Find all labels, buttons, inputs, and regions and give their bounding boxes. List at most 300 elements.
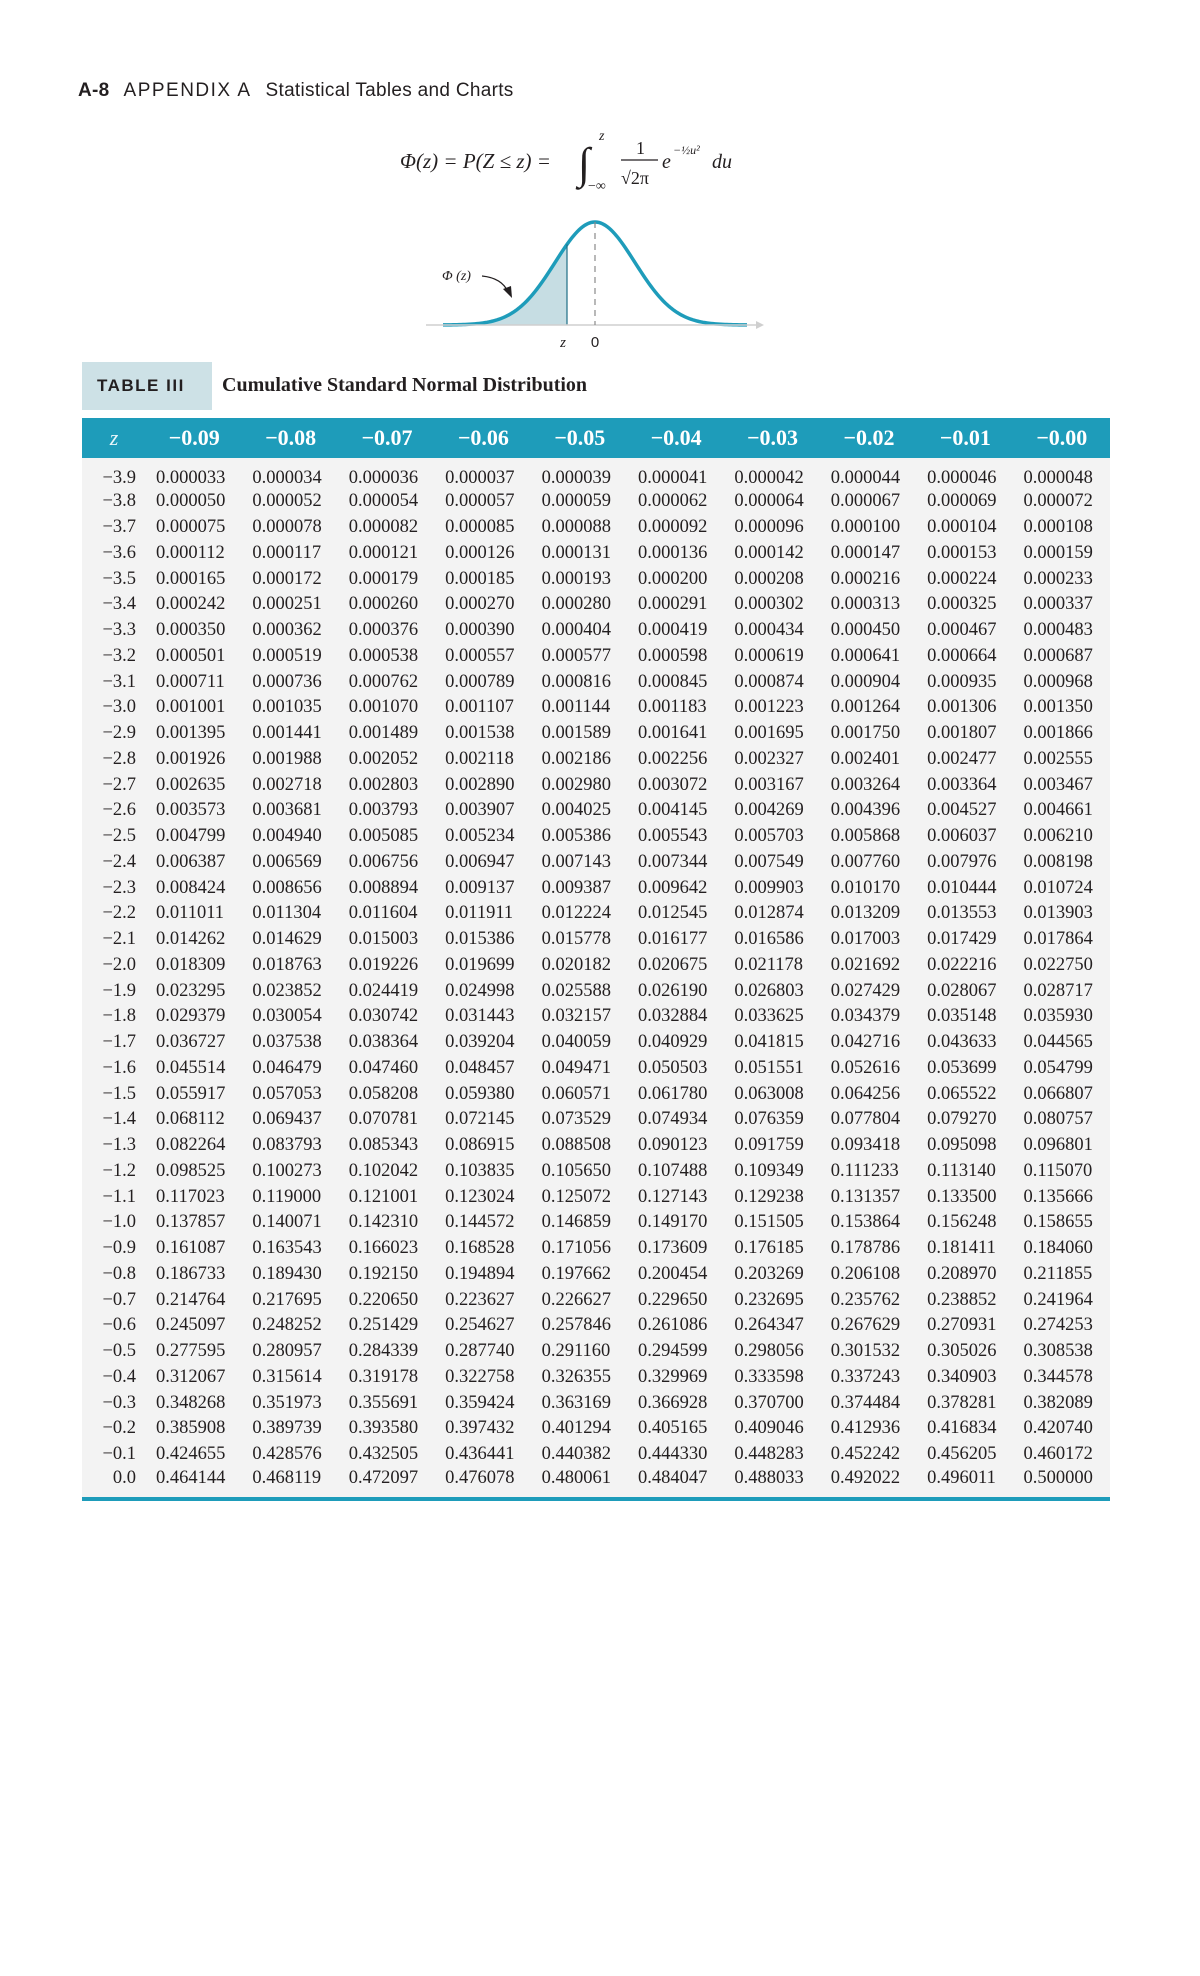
probability-cell: 0.006756	[348, 851, 419, 872]
probability-cell: 0.001306	[927, 697, 997, 718]
probability-cell: 0.000075	[156, 517, 226, 538]
probability-cell: 0.333598	[734, 1366, 804, 1387]
z-value: −2.7	[102, 774, 136, 795]
table-row	[82, 1107, 1110, 1133]
probability-cell: 0.001807	[927, 723, 997, 744]
probability-cell: 0.006387	[156, 851, 226, 872]
probability-cell: 0.254627	[445, 1315, 515, 1336]
probability-cell: 0.000483	[1023, 620, 1093, 641]
probability-cell: 0.065522	[927, 1083, 997, 1104]
probability-cell: 0.315614	[252, 1366, 322, 1387]
probability-cell: 0.409046	[734, 1418, 804, 1439]
probability-cell: 0.017003	[830, 929, 901, 950]
probability-cell: 0.102042	[348, 1160, 419, 1181]
probability-cell: 0.393580	[348, 1418, 419, 1439]
probability-cell: 0.436441	[445, 1444, 515, 1465]
z-value: −1.5	[102, 1083, 136, 1104]
probability-cell: 0.080757	[1023, 1109, 1093, 1130]
probability-cell: 0.308538	[1023, 1341, 1093, 1362]
table-row	[82, 953, 1110, 979]
probability-cell: 0.001441	[252, 723, 322, 744]
probability-cell: 0.011011	[156, 903, 225, 924]
probability-cell: 0.009903	[734, 877, 804, 898]
probability-cell: 0.048457	[445, 1057, 515, 1078]
probability-cell: 0.355691	[348, 1392, 419, 1413]
probability-cell: 0.200454	[637, 1263, 708, 1284]
exp-base: e	[662, 151, 671, 173]
table-header-row	[82, 418, 1110, 458]
probability-cell: 0.003264	[830, 774, 901, 795]
probability-cell: 0.337243	[830, 1366, 901, 1387]
probability-cell: 0.006569	[252, 851, 322, 872]
probability-cell: 0.127143	[637, 1186, 708, 1207]
probability-cell: 0.001750	[830, 723, 901, 744]
probability-cell: 0.000291	[637, 594, 708, 615]
probability-cell: 0.003167	[734, 774, 804, 795]
z-value: −0.1	[102, 1444, 136, 1465]
probability-cell: 0.002718	[252, 774, 322, 795]
probability-cell: 0.428576	[252, 1444, 322, 1465]
integral-lower-limit: −∞	[588, 179, 606, 194]
probability-cell: 0.000325	[927, 594, 997, 615]
probability-cell: 0.001866	[1023, 723, 1093, 744]
table-row	[82, 1210, 1110, 1236]
probability-cell: 0.000337	[1023, 594, 1093, 615]
probability-cell: 0.017429	[927, 929, 997, 950]
probability-cell: 0.001070	[348, 697, 419, 718]
probability-cell: 0.034379	[830, 1006, 901, 1027]
probability-cell: 0.001926	[156, 748, 226, 769]
probability-cell: 0.014629	[252, 929, 322, 950]
z-value: −1.0	[102, 1212, 136, 1233]
probability-cell: 0.020182	[541, 954, 611, 975]
probability-cell: 0.003072	[637, 774, 708, 795]
probability-cell: 0.121001	[348, 1186, 419, 1207]
probability-cell: 0.203269	[734, 1263, 804, 1284]
z-value: −2.9	[102, 723, 136, 744]
table-row	[82, 824, 1110, 850]
formula-differential: du	[712, 151, 732, 173]
probability-cell: 0.000131	[541, 542, 611, 563]
table-row	[82, 927, 1110, 953]
probability-cell: 0.351973	[252, 1392, 322, 1413]
table-label: TABLE III	[97, 376, 185, 395]
probability-cell: 0.011911	[445, 903, 514, 924]
table-row	[82, 1081, 1110, 1107]
table-row	[82, 1236, 1110, 1262]
probability-cell: 0.000039	[541, 468, 611, 488]
probability-cell: 0.137857	[156, 1212, 226, 1233]
probability-cell: 0.178786	[830, 1238, 901, 1259]
probability-cell: 0.000044	[830, 468, 901, 488]
probability-cell: 0.061780	[637, 1083, 708, 1104]
probability-cell: 0.002980	[541, 774, 611, 795]
probability-cell: 0.011304	[252, 903, 322, 924]
probability-cell: 0.004527	[927, 800, 997, 821]
table-row	[82, 747, 1110, 773]
probability-cell: 0.051551	[734, 1057, 804, 1078]
probability-cell: 0.005703	[734, 826, 804, 847]
probability-cell: 0.000280	[541, 594, 611, 615]
section-title: Statistical Tables and Charts	[265, 80, 514, 101]
probability-cell: 0.000313	[830, 594, 901, 615]
probability-cell: 0.232695	[734, 1289, 804, 1310]
probability-cell: 0.000935	[927, 671, 997, 692]
probability-cell: 0.009642	[637, 877, 708, 898]
probability-cell: 0.142310	[348, 1212, 419, 1233]
probability-cell: 0.480061	[541, 1467, 611, 1488]
probability-cell: 0.363169	[541, 1392, 611, 1413]
probability-cell: 0.002803	[348, 774, 419, 795]
probability-cell: 0.248252	[252, 1315, 322, 1336]
probability-cell: 0.000816	[541, 671, 611, 692]
probability-cell: 0.103835	[445, 1160, 515, 1181]
probability-cell: 0.000450	[830, 620, 901, 641]
probability-cell: 0.000112	[156, 542, 225, 563]
probability-cell: 0.001988	[252, 748, 322, 769]
probability-cell: 0.047460	[348, 1057, 419, 1078]
z-value: −1.7	[102, 1032, 136, 1053]
probability-cell: 0.059380	[445, 1083, 515, 1104]
probability-cell: 0.001223	[734, 697, 804, 718]
probability-cell: 0.000242	[156, 594, 226, 615]
probability-cell: 0.025588	[541, 980, 611, 1001]
probability-cell: 0.000117	[252, 542, 322, 563]
probability-cell: 0.006037	[927, 826, 997, 847]
z-axis-label: z	[560, 335, 566, 350]
table-row	[82, 1184, 1110, 1210]
probability-cell: 0.006947	[445, 851, 515, 872]
probability-cell: 0.009137	[445, 877, 515, 898]
probability-cell: 0.000088	[541, 517, 611, 538]
z-value: 0.0	[112, 1467, 136, 1488]
probability-cell: 0.235762	[830, 1289, 901, 1310]
integral-sign: ∫	[578, 139, 591, 188]
probability-cell: 0.035148	[927, 1006, 997, 1027]
probability-cell: 0.014262	[156, 929, 226, 950]
probability-cell: 0.000085	[445, 517, 515, 538]
z-value: −3.1	[102, 671, 136, 692]
probability-cell: 0.031443	[445, 1006, 515, 1027]
probability-cell: 0.016586	[734, 929, 804, 950]
z-value: −0.3	[102, 1392, 136, 1413]
probability-cell: 0.181411	[927, 1238, 996, 1259]
probability-cell: 0.484047	[637, 1467, 708, 1488]
probability-cell: 0.144572	[445, 1212, 515, 1233]
probability-cell: 0.257846	[541, 1315, 611, 1336]
probability-cell: 0.020675	[637, 954, 708, 975]
column-header: −0.01	[939, 425, 991, 450]
probability-cell: 0.000057	[445, 491, 515, 512]
probability-cell: 0.344578	[1023, 1366, 1093, 1387]
probability-cell: 0.000165	[156, 568, 226, 589]
probability-cell: 0.001107	[445, 697, 514, 718]
probability-cell: 0.082264	[156, 1135, 226, 1156]
probability-cell: 0.076359	[734, 1109, 804, 1130]
probability-cell: 0.305026	[927, 1341, 997, 1362]
probability-cell: 0.000467	[927, 620, 997, 641]
probability-cell: 0.184060	[1023, 1238, 1093, 1259]
probability-cell: 0.000179	[348, 568, 419, 589]
probability-cell: 0.211855	[1023, 1263, 1093, 1284]
probability-cell: 0.060571	[541, 1083, 611, 1104]
table-row	[82, 1442, 1110, 1468]
probability-cell: 0.053699	[927, 1057, 997, 1078]
table-row	[82, 850, 1110, 876]
probability-cell: 0.000404	[541, 620, 611, 641]
z-value: −0.4	[102, 1366, 136, 1387]
probability-cell: 0.000078	[252, 517, 322, 538]
probability-cell: 0.085343	[348, 1135, 419, 1156]
probability-cell: 0.026803	[734, 980, 804, 1001]
probability-cell: 0.002401	[830, 748, 901, 769]
z-value: −2.0	[102, 954, 136, 975]
probability-cell: 0.405165	[637, 1418, 708, 1439]
probability-cell: 0.041815	[734, 1032, 804, 1053]
probability-cell: 0.000069	[927, 491, 997, 512]
probability-cell: 0.023295	[156, 980, 226, 1001]
probability-cell: 0.040929	[637, 1032, 708, 1053]
probability-cell: 0.448283	[734, 1444, 804, 1465]
probability-cell: 0.359424	[445, 1392, 515, 1413]
probability-cell: 0.038364	[348, 1032, 419, 1053]
probability-cell: 0.001035	[252, 697, 322, 718]
probability-cell: 0.002477	[927, 748, 997, 769]
z-value: −0.6	[102, 1315, 136, 1336]
running-head	[78, 80, 514, 102]
probability-cell: 0.000224	[927, 568, 997, 589]
probability-cell: 0.012224	[541, 903, 611, 924]
probability-cell: 0.194894	[445, 1263, 515, 1284]
probability-cell: 0.004269	[734, 800, 804, 821]
probability-cell: 0.045514	[156, 1057, 226, 1078]
probability-cell: 0.158655	[1023, 1212, 1093, 1233]
probability-cell: 0.186733	[156, 1263, 226, 1284]
probability-cell: 0.000054	[348, 491, 419, 512]
probability-cell: 0.113140	[927, 1160, 996, 1181]
probability-cell: 0.000789	[445, 671, 515, 692]
page-number: A-8	[78, 80, 110, 101]
probability-cell: 0.140071	[252, 1212, 322, 1233]
probability-cell: 0.044565	[1023, 1032, 1093, 1053]
table-row	[82, 901, 1110, 927]
probability-cell: 0.000052	[252, 491, 322, 512]
probability-cell: 0.000762	[348, 671, 419, 692]
probability-cell: 0.019226	[348, 954, 419, 975]
probability-cell: 0.002118	[445, 748, 514, 769]
exp-exponent: −½u²	[673, 143, 700, 157]
z-value: −3.5	[102, 568, 136, 589]
probability-cell: 0.301532	[830, 1341, 901, 1362]
probability-cell: 0.133500	[927, 1186, 997, 1207]
probability-cell: 0.002555	[1023, 748, 1093, 769]
probability-cell: 0.000664	[927, 645, 997, 666]
probability-cell: 0.472097	[348, 1467, 419, 1488]
probability-cell: 0.220650	[348, 1289, 419, 1310]
probability-cell: 0.000067	[830, 491, 901, 512]
probability-cell: 0.001264	[830, 697, 901, 718]
probability-cell: 0.223627	[445, 1289, 515, 1310]
column-header: −0.00	[1036, 425, 1088, 450]
z-value: −0.9	[102, 1238, 136, 1259]
table-row	[82, 566, 1110, 592]
probability-cell: 0.460172	[1023, 1444, 1093, 1465]
probability-cell: 0.004799	[156, 826, 226, 847]
probability-cell: 0.015003	[348, 929, 419, 950]
probability-cell: 0.197662	[541, 1263, 611, 1284]
probability-cell: 0.015386	[445, 929, 515, 950]
probability-cell: 0.416834	[927, 1418, 997, 1439]
probability-cell: 0.163543	[252, 1238, 322, 1259]
probability-cell: 0.312067	[156, 1366, 226, 1387]
probability-cell: 0.440382	[541, 1444, 611, 1465]
column-header: −0.09	[168, 425, 220, 450]
probability-cell: 0.007143	[541, 851, 611, 872]
phi-label: Φ (z)	[442, 269, 471, 284]
probability-cell: 0.000147	[830, 542, 901, 563]
probability-cell: 0.125072	[541, 1186, 611, 1207]
probability-cell: 0.245097	[156, 1315, 226, 1336]
z-value: −0.8	[102, 1263, 136, 1284]
probability-cell: 0.003467	[1023, 774, 1093, 795]
probability-cell: 0.002186	[541, 748, 611, 769]
probability-cell: 0.264347	[734, 1315, 804, 1336]
table-row	[82, 618, 1110, 644]
axis-arrowhead	[756, 321, 764, 329]
shaded-area	[443, 244, 567, 325]
table-row	[82, 1390, 1110, 1416]
probability-cell: 0.000968	[1023, 671, 1093, 692]
z-value: −0.2	[102, 1418, 136, 1439]
probability-cell: 0.018309	[156, 954, 226, 975]
probability-cell: 0.015778	[541, 929, 611, 950]
probability-cell: 0.123024	[445, 1186, 515, 1207]
z-value: −1.6	[102, 1057, 136, 1078]
probability-cell: 0.019699	[445, 954, 515, 975]
z-value: −2.2	[102, 903, 136, 924]
probability-cell: 0.037538	[252, 1032, 322, 1053]
probability-cell: 0.284339	[348, 1341, 419, 1362]
probability-cell: 0.000270	[445, 594, 515, 615]
probability-cell: 0.456205	[927, 1444, 997, 1465]
probability-cell: 0.100273	[252, 1160, 322, 1181]
probability-cell: 0.389739	[252, 1418, 322, 1439]
z-value: −3.4	[102, 594, 136, 615]
probability-cell: 0.226627	[541, 1289, 611, 1310]
probability-cell: 0.251429	[348, 1315, 419, 1336]
probability-cell: 0.000619	[734, 645, 804, 666]
probability-cell: 0.000577	[541, 645, 611, 666]
z-column-header: z	[109, 425, 119, 450]
probability-cell: 0.156248	[927, 1212, 997, 1233]
probability-cell: 0.270931	[927, 1315, 997, 1336]
probability-cell: 0.000126	[445, 542, 515, 563]
probability-cell: 0.000172	[252, 568, 322, 589]
probability-cell: 0.173609	[637, 1238, 708, 1259]
probability-cell: 0.001538	[445, 723, 515, 744]
probability-cell: 0.261086	[637, 1315, 708, 1336]
probability-cell: 0.000046	[927, 468, 997, 488]
probability-cell: 0.153864	[830, 1212, 901, 1233]
z-value: −1.9	[102, 980, 136, 1001]
probability-cell: 0.238852	[927, 1289, 997, 1310]
probability-cell: 0.001641	[637, 723, 708, 744]
probability-cell: 0.004145	[637, 800, 708, 821]
z-value: −1.3	[102, 1135, 136, 1156]
probability-cell: 0.468119	[252, 1467, 322, 1488]
probability-cell: 0.131357	[830, 1186, 901, 1207]
probability-cell: 0.149170	[637, 1212, 708, 1233]
probability-cell: 0.046479	[252, 1057, 322, 1078]
probability-cell: 0.000050	[156, 491, 226, 512]
probability-cell: 0.161087	[156, 1238, 226, 1259]
probability-cell: 0.146859	[541, 1212, 611, 1233]
probability-cell: 0.000121	[348, 542, 419, 563]
probability-cell: 0.013209	[830, 903, 901, 924]
probability-cell: 0.000350	[156, 620, 226, 641]
probability-cell: 0.021178	[734, 954, 804, 975]
z-value: −3.0	[102, 697, 136, 718]
probability-cell: 0.340903	[927, 1366, 997, 1387]
probability-cell: 0.096801	[1023, 1135, 1093, 1156]
probability-cell: 0.348268	[156, 1392, 226, 1413]
table-row	[82, 1468, 1110, 1497]
probability-cell: 0.401294	[541, 1418, 611, 1439]
probability-cell: 0.374484	[830, 1392, 901, 1413]
probability-cell: 0.079270	[927, 1109, 997, 1130]
integral-upper-limit: z	[599, 129, 605, 144]
probability-cell: 0.166023	[348, 1238, 419, 1259]
probability-cell: 0.171056	[541, 1238, 611, 1259]
table-row	[82, 644, 1110, 670]
probability-cell: 0.002635	[156, 774, 226, 795]
probability-cell: 0.002052	[348, 748, 419, 769]
probability-cell: 0.117023	[156, 1186, 225, 1207]
probability-cell: 0.000104	[927, 517, 997, 538]
probability-cell: 0.424655	[156, 1444, 226, 1465]
probability-cell: 0.000598	[637, 645, 708, 666]
z-value: −3.3	[102, 620, 136, 641]
z-value: −1.8	[102, 1006, 136, 1027]
probability-cell: 0.267629	[830, 1315, 901, 1336]
probability-cell: 0.001695	[734, 723, 804, 744]
probability-cell: 0.298056	[734, 1341, 804, 1362]
probability-cell: 0.492022	[830, 1467, 901, 1488]
probability-cell: 0.043633	[927, 1032, 997, 1053]
probability-cell: 0.378281	[927, 1392, 997, 1413]
probability-cell: 0.069437	[252, 1109, 322, 1130]
table-row	[82, 1365, 1110, 1391]
probability-cell: 0.000736	[252, 671, 322, 692]
z-value: −0.7	[102, 1289, 136, 1310]
table-row	[82, 1004, 1110, 1030]
z-value: −1.2	[102, 1160, 136, 1181]
probability-cell: 0.000845	[637, 671, 708, 692]
column-header: −0.03	[747, 425, 799, 450]
probability-cell: 0.000362	[252, 620, 322, 641]
probability-cell: 0.007976	[927, 851, 997, 872]
probability-cell: 0.073529	[541, 1109, 611, 1130]
probability-cell: 0.322758	[445, 1366, 515, 1387]
probability-cell: 0.057053	[252, 1083, 322, 1104]
probability-cell: 0.000687	[1023, 645, 1093, 666]
probability-cell: 0.000200	[637, 568, 708, 589]
probability-cell: 0.063008	[734, 1083, 804, 1104]
column-header: −0.05	[554, 425, 606, 450]
column-header: −0.07	[361, 425, 413, 450]
probability-cell: 0.022750	[1023, 954, 1093, 975]
probability-cell: 0.013903	[1023, 903, 1093, 924]
